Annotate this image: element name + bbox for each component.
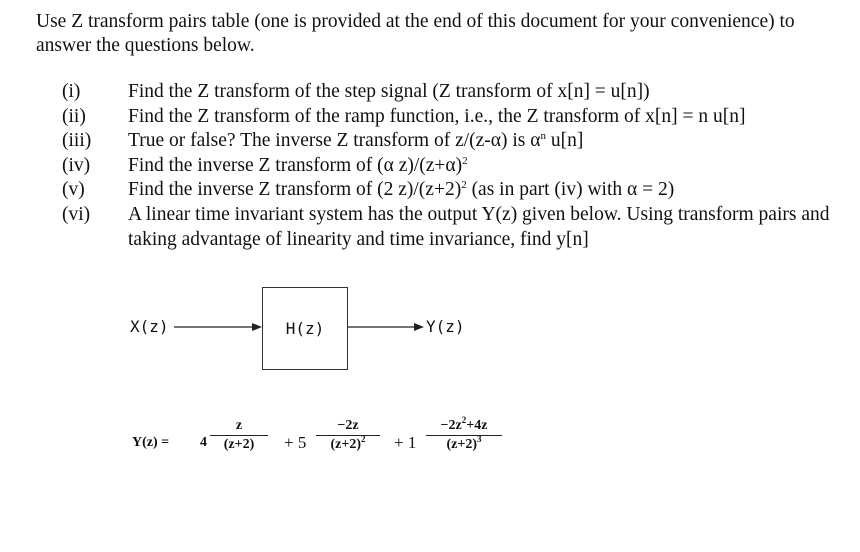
question-number: (v) <box>62 179 85 201</box>
question-item <box>62 129 842 154</box>
question-text: Find the inverse Z transform of (2 $z)/(z+2)^2$ (as in part (iv) with α = 2) <box>128 179 675 201</box>
question-text: True or false? The inverse Z transform of z/(z-α) is $\alpha^n$ u[n] <box>128 130 584 152</box>
instructions-paragraph: Use Z transform pairs table (one is provided at the end of this document for your convenience) to answer the questions below. <box>36 11 795 56</box>
question-item <box>62 203 842 252</box>
fraction-3-denominator: $(z+2)^3$ <box>446 434 482 452</box>
fraction-2-denominator: $(z+2)^2$ <box>330 434 366 452</box>
input-arrowhead-icon <box>252 323 262 331</box>
fraction-3 <box>426 415 502 453</box>
question-number: (i) <box>62 81 81 102</box>
output-signal-label: Y(z) <box>426 317 465 336</box>
question-item <box>62 154 842 179</box>
question-item <box>62 178 842 203</box>
question-number: (vi) <box>62 203 91 225</box>
output-arrowhead-icon <box>414 323 424 331</box>
operator-plus-5: + 5 <box>284 433 307 452</box>
input-signal-label: X(z) <box>130 317 169 336</box>
fraction-1 <box>210 418 268 453</box>
coefficient-1: 4 <box>200 435 207 450</box>
question-item <box>62 80 842 105</box>
question-number: (iii) <box>62 130 92 152</box>
transfer-function-label: H(z) <box>285 319 325 338</box>
question-number: (ii) <box>62 105 86 127</box>
fraction-2-numerator: −2z <box>337 418 359 433</box>
output-equation <box>0 410 860 480</box>
fraction-2 <box>316 418 380 453</box>
question-list <box>62 80 842 252</box>
question-text: Find the inverse Z transform of (α $z)/(z+\alpha)^2$ <box>128 154 468 176</box>
fraction-1-denominator: (z+2) <box>223 437 255 452</box>
block-diagram <box>0 280 860 380</box>
fraction-3-numerator: $-2z^2+4z$ <box>440 415 488 433</box>
fraction-1-numerator: z <box>235 418 243 433</box>
question-text: Find the Z transform of the step signal (Z transform of x[n] = u[n]) <box>128 81 650 102</box>
equation-lhs: Y(z) = <box>132 435 170 450</box>
question-number: (iv) <box>62 154 91 176</box>
operator-plus-1: + 1 <box>394 433 417 452</box>
question-item <box>62 105 842 130</box>
question-text: Find the Z transform of the ramp function, i.e., the Z transform of x[n] = n u[n] <box>128 105 746 127</box>
question-text: A linear time invariant system has the output Y(z) given below. Using transform pairs and taking advantage of linearity and time invariance, find y[n] <box>128 203 830 250</box>
transfer-function-block <box>262 287 348 370</box>
